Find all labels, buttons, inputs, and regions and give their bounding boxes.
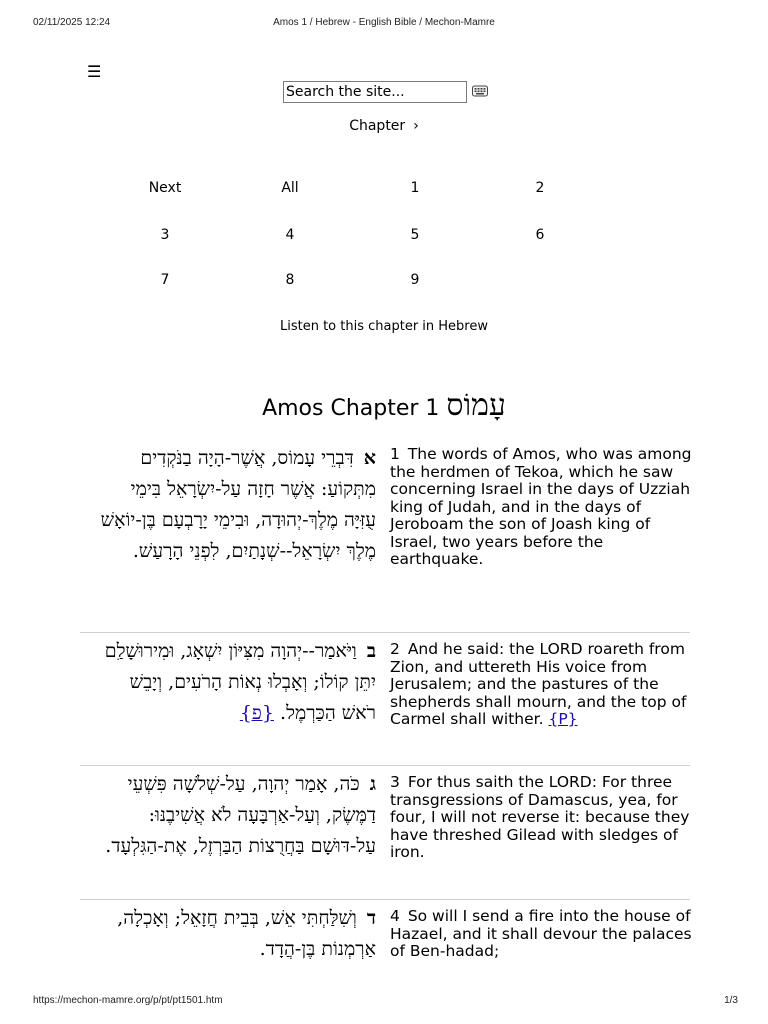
hebrew-verse-text: וַיֹּאמַר--יְהוָה מִצִּיּוֹן יִשְׁאָג, וּמִירוּשָׁלִַם יִתֵּן קוֹלוֹ; וְאָבְלוּ נְאוֹת הָרֹעִים, וְיָבֵשׁ רֹאשׁ הַכַּרְמֶל. — [104, 640, 376, 724]
nav-chapter-2[interactable]: 2 — [535, 180, 545, 196]
nav-all[interactable]: All — [281, 180, 299, 196]
english-verse-text: The words of Amos, who was among the herdmen of Tekoa, which he saw concerning Israel in the days of Uzziah king of Judah, and in the days of Jeroboam the son of Joash king of Israel, two years before the earthquake. — [390, 445, 692, 568]
nav-chapter-9[interactable]: 9 — [410, 272, 420, 288]
print-footer — [0, 995, 768, 1009]
hebrew-verse — [96, 769, 376, 862]
hebrew-verse-text: דִּבְרֵי עָמוֹס, אֲשֶׁר-הָיָה בַנֹּקְדִים מִתְּקוֹעַ: אֲשֶׁר חָזָה עַל-יִשְׂרָאֵל בִּימֵי עֻזִּיָּה מֶלֶךְ-יְהוּדָה, וּבִימֵי יָרָבְעָם בֶּן-יוֹאָשׁ מֶלֶךְ יִשְׂרָאֵל--שְׁנָתַיִם, לִפְנֵי הָרָעַשׁ. — [100, 447, 376, 562]
chevron-right-icon[interactable]: › — [413, 118, 419, 134]
keyboard-icon[interactable] — [472, 85, 488, 97]
nav-chapter-4[interactable]: 4 — [285, 227, 295, 243]
search-input[interactable] — [283, 81, 467, 103]
listen-hebrew-link[interactable]: Listen to this chapter in Hebrew — [279, 319, 488, 334]
chapter-label: Chapter — [349, 118, 406, 134]
hebrew-verse-text: וְשִׁלַּחְתִּי אֵשׁ, בְּבֵית חֲזָאֵל; וְאָכְלָה, אַרְמְנוֹת בֶּן-הֲדָד. — [117, 907, 376, 960]
english-verse-number: 2 — [390, 640, 400, 658]
english-verse — [390, 908, 695, 961]
verse-separator — [80, 899, 690, 900]
hebrew-verse-number: ג — [369, 773, 376, 795]
verse-separator — [80, 632, 690, 633]
nav-chapter-6[interactable]: 6 — [535, 227, 545, 243]
english-verse — [390, 774, 695, 862]
hebrew-verse — [96, 636, 376, 729]
hebrew-verse-text: כֹּה, אָמַר יְהוָה, עַל-שְׁלֹשָׁה פִּשְׁעֵי דַמֶּשֶׂק, וְעַל-אַרְבָּעָה לֹא אֲשִׁיבֶנּוּ: עַל-דּוּשָׁם בַּחֲרֻצוֹת הַבַּרְזֶל, אֶת-הַגִּלְעָד. — [105, 773, 376, 857]
english-verse — [390, 641, 695, 729]
hebrew-verse — [96, 443, 376, 567]
title-english: Amos Chapter 1 — [262, 396, 440, 421]
english-verse-number: 4 — [390, 907, 400, 925]
page-title — [0, 389, 768, 426]
english-verse-number: 3 — [390, 773, 400, 791]
search-bar — [283, 81, 467, 103]
hebrew-petuchah-link[interactable]: {פ} — [239, 702, 274, 724]
english-verse-text: For thus saith the LORD: For three transgressions of Damascus, yea, for four, I will not reverse it: because they have threshed Gilead with sledges of iron. — [390, 773, 690, 861]
hamburger-icon[interactable]: ☰ — [87, 62, 102, 81]
hebrew-verse-number: א — [363, 447, 376, 469]
hebrew-verse-number: ד — [366, 907, 376, 929]
english-verse — [390, 446, 695, 569]
hebrew-verse-number: ב — [366, 640, 376, 662]
nav-chapter-7[interactable]: 7 — [160, 272, 170, 288]
verse-separator — [80, 765, 690, 766]
nav-chapter-1[interactable]: 1 — [410, 180, 420, 196]
print-datetime: 02/11/2025 12:24 — [33, 17, 111, 28]
english-verse-number: 1 — [390, 445, 400, 463]
nav-next[interactable]: Next — [148, 180, 182, 196]
english-verse-text: So will I send a fire into the house of Hazael, and it shall devour the palaces of Ben-hadad; — [390, 907, 692, 960]
nav-chapter-8[interactable]: 8 — [285, 272, 295, 288]
nav-chapter-3[interactable]: 3 — [160, 227, 170, 243]
print-page-title: Amos 1 / Hebrew - English Bible / Mechon-Mamre — [273, 17, 495, 28]
title-hebrew: עָמוֹס — [446, 388, 506, 423]
hebrew-verse — [96, 903, 376, 965]
english-verse-text: And he said: the LORD roareth from Zion, and uttereth His voice from Jerusalem; and the pastures of the shepherds shall mourn, and the top of Carmel shall wither. — [390, 640, 687, 728]
chapter-selector[interactable] — [0, 116, 768, 136]
print-url: https://mechon-mamre.org/p/pt/pt1501.htm — [33, 995, 223, 1006]
english-petuchah-link[interactable]: {P} — [548, 710, 578, 728]
print-header — [0, 17, 768, 31]
print-page-number: 1/3 — [724, 995, 738, 1006]
nav-chapter-5[interactable]: 5 — [410, 227, 420, 243]
